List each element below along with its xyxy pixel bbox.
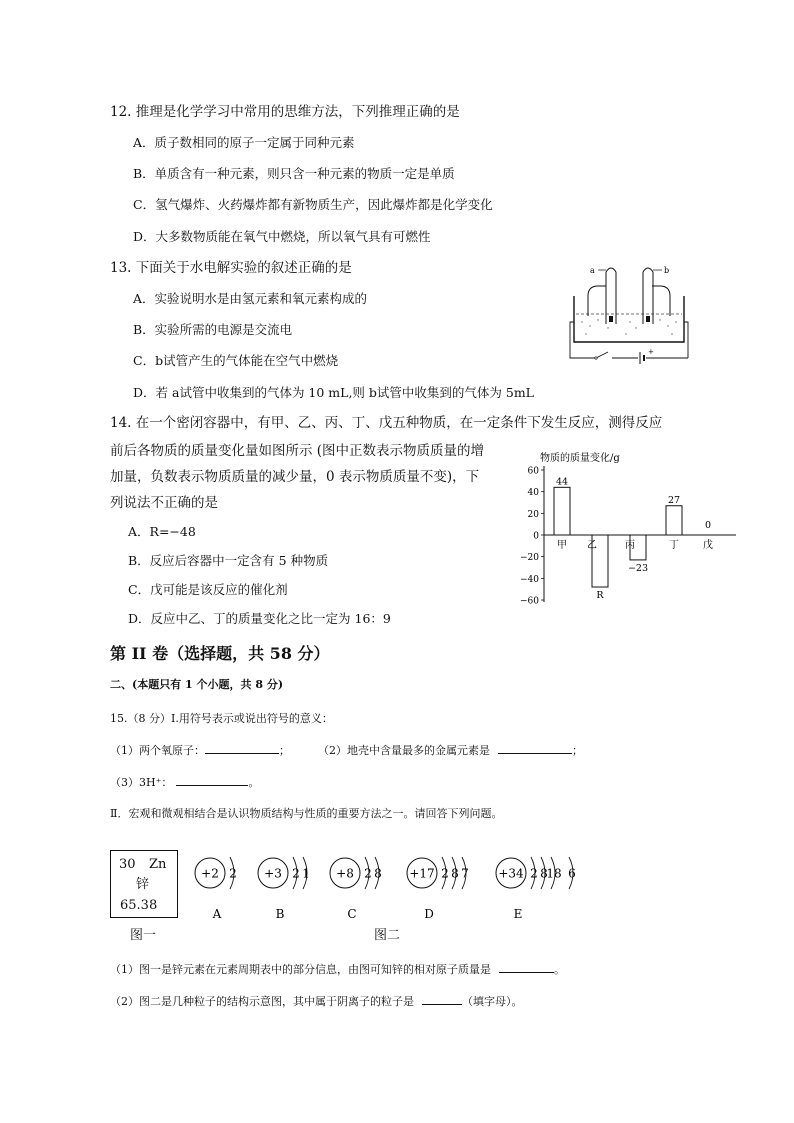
electron-count: 2 [441, 866, 449, 881]
electron-count: 7 [461, 866, 469, 881]
q14-option-d: D．反应中乙、丁的质量变化之比一定为 16：9 [128, 611, 391, 626]
electron-count: 2 [229, 866, 237, 881]
mass-change-bar-chart [510, 446, 746, 614]
data-label: R [596, 590, 604, 601]
q12-option-d: D．大多数物质能在氧气中燃烧，所以氧气具有可燃性 [133, 229, 431, 244]
q12-option-a: A．质子数相同的原子一定属于同种元素 [133, 135, 355, 150]
section-title: 第 II 卷（选择题，共 58 分） [110, 644, 330, 663]
fig2-caption: 图二 [374, 928, 401, 943]
tube-label-b: b [664, 266, 670, 275]
section-part-heading: 二、(本题只有 1 个小题，共 8 分) [110, 678, 284, 691]
category-label: 戊 [703, 540, 713, 551]
data-label: 27 [667, 494, 681, 506]
atomic-number: 30 [119, 857, 136, 872]
element-symbol: Zn [149, 857, 167, 872]
answer-blank-3[interactable] [176, 773, 248, 786]
q12-option-c: C．氢气爆炸、火药爆炸都有新物质生产，因此爆炸都是化学变化 [133, 197, 493, 212]
electron-count: 2 [364, 866, 372, 881]
bar [666, 506, 682, 535]
q14-line-2: 前后各物质的质量变化量如图所示 (图中正数表示物质质量的增 [110, 443, 485, 459]
q13-stem: 13. 下面关于水电解实验的叙述正确的是 [110, 260, 352, 276]
q14-option-a: A．R=−48 [128, 524, 196, 539]
q15-stem: 15.（8 分）Ⅰ.用符号表示或说出符号的意义： [110, 712, 333, 725]
nucleus-charge: +3 [264, 866, 282, 881]
q15-part-1 [110, 741, 290, 760]
y-tick-label: −60 [520, 596, 539, 607]
q15-ii-question-2-text: （2）图二是几种粒子的结构示意图，其中属于阴离子的粒子是 [110, 995, 414, 1008]
q15-part-ii-intro: Ⅱ．宏观和微观相结合是认识物质结构与性质的重要方法之一。请回答下列问题。 [110, 807, 503, 820]
q12-option-b: B．单质含有一种元素，则只含一种元素的物质一定是单质 [133, 166, 455, 181]
data-label: −23 [627, 562, 649, 574]
q15-ii-question-1 [110, 960, 565, 979]
nucleus-charge: +17 [409, 866, 435, 881]
q13-option-a: A．实验说明水是由氢元素和氧元素构成的 [133, 291, 368, 306]
particle-structure-diagrams [185, 840, 605, 930]
category-label: 乙 [587, 540, 597, 551]
answer-blank-5[interactable] [422, 992, 462, 1005]
q15-part-3 [110, 773, 259, 792]
y-tick-label: 40 [527, 488, 539, 499]
separator: ； [572, 744, 583, 757]
answer-blank-2[interactable] [498, 741, 572, 754]
q14-line-3: 加量，负数表示物质质量的减少量，0 表示物质质量不变)，下 [110, 469, 480, 485]
electron-count: 18 [546, 866, 562, 881]
period: 。 [554, 963, 565, 976]
electron-count: 8 [451, 866, 459, 881]
q12-stem: 12. 推理是化学学习中常用的思维方法，下列推理正确的是 [110, 104, 460, 120]
category-label: 丙 [625, 540, 635, 551]
category-label: 甲 [557, 540, 567, 551]
period: 。 [248, 776, 260, 789]
atomic-mass: 65.38 [120, 898, 158, 913]
electron-count: 2 [530, 866, 538, 881]
q14-option-c: C．戊可能是该反应的催化剂 [128, 582, 288, 597]
q13-option-b: B．实验所需的电源是交流电 [133, 322, 293, 337]
zinc-periodic-cell [110, 850, 178, 918]
q15-ii-question-2 [110, 992, 523, 1011]
nucleus-charge: +2 [201, 866, 219, 881]
element-name: 锌 [136, 877, 150, 892]
q15-part-2-label: （2）地壳中含量最多的金属元素是 [318, 744, 490, 757]
battery-plus-sign: + [648, 348, 654, 356]
q15-part-2 [318, 741, 583, 760]
electron-count: 8 [540, 866, 548, 881]
particle-label: D [424, 907, 434, 921]
q13-option-c: C．b试管产生的气体能在空气中燃烧 [133, 353, 339, 368]
separator: ； [279, 744, 290, 757]
q15-part-3-label: （3）3H⁺： [110, 776, 173, 789]
electron-count: 1 [302, 866, 310, 881]
q14-line-1: 14. 在一个密闭容器中，有甲、乙、丙、丁、戊五种物质，在一定条件下发生反应，测得反应 [110, 415, 663, 431]
particle-label: A [212, 907, 222, 921]
answer-blank-4[interactable] [499, 960, 554, 973]
particle-c [330, 857, 382, 921]
y-tick-label: 60 [527, 466, 539, 477]
fig1-caption: 图一 [130, 928, 157, 943]
particle-e [496, 857, 576, 921]
tube-label-a: a [590, 266, 595, 275]
q14-option-b: B．反应后容器中一定含有 5 种物质 [128, 553, 329, 568]
particle-label: B [275, 907, 285, 921]
nucleus-charge: +8 [336, 866, 354, 881]
chart-title: 物质的质量变化/g [540, 453, 620, 464]
electron-count: 6 [568, 866, 576, 881]
fill-letter-hint: （填字母）。 [462, 995, 523, 1008]
electron-count: 2 [292, 866, 300, 881]
category-label: 丁 [669, 540, 679, 551]
electron-count: 8 [374, 866, 382, 881]
data-label: 44 [555, 476, 569, 488]
y-tick-label: −40 [520, 574, 539, 585]
q15-ii-question-1-text: （1）图一是锌元素在元素周期表中的部分信息，由图可知锌的相对原子质量是 [110, 963, 491, 976]
particle-b [258, 857, 310, 921]
y-tick-label: 0 [533, 531, 539, 542]
electrolysis-apparatus-figure [568, 262, 690, 364]
nucleus-charge: +34 [498, 866, 524, 881]
particle-d [407, 857, 469, 921]
particle-label: C [347, 907, 357, 921]
answer-blank-1[interactable] [205, 741, 279, 754]
bar [554, 487, 570, 535]
q15-part-1-label: （1）两个氧原子： [110, 744, 205, 757]
q14-line-4: 列说法不正确的是 [110, 495, 218, 511]
particle-a [195, 857, 237, 921]
y-tick-label: 20 [527, 509, 539, 520]
data-label: 0 [704, 520, 712, 531]
particle-label: E [513, 907, 523, 921]
y-tick-label: −20 [520, 553, 539, 564]
q13-option-d: D．若 a试管中收集到的气体为 10 mL,则 b试管中收集到的气体为 5mL [133, 385, 534, 400]
